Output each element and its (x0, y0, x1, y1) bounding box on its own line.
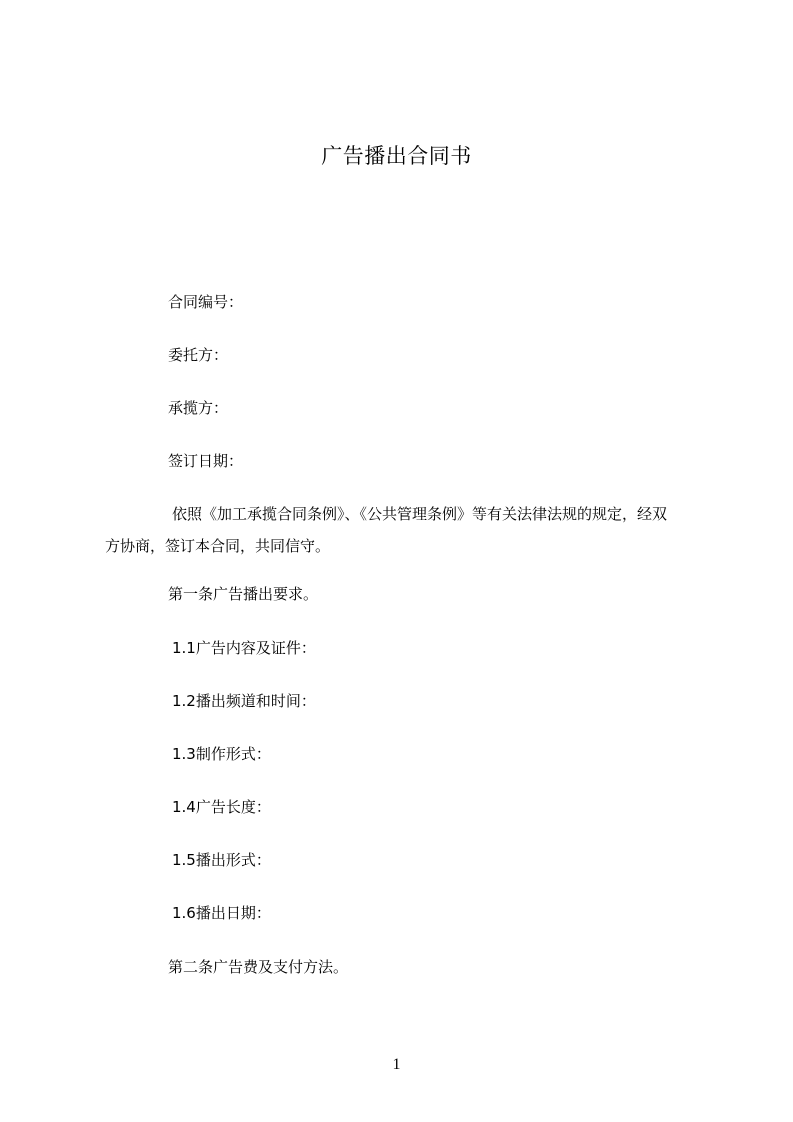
article-1-item: 1.1广告内容及证件： (172, 639, 316, 657)
client-label: 委托方： (168, 346, 229, 364)
sign-date-label: 签订日期： (168, 452, 244, 470)
intro-line-1: 依照《加工承揽合同条例》、《公共管理条例》等有关法律法规的规定，经双 (172, 505, 668, 523)
intro-line-2: 方协商，签订本合同，共同信守。 (105, 537, 331, 555)
article-1-item: 1.4广告长度： (172, 798, 271, 816)
page-number: 1 (392, 1056, 401, 1073)
contractor-label: 承揽方： (168, 399, 229, 417)
article-2-heading: 第二条广告费及支付方法。 (168, 958, 349, 976)
article-1-item: 1.3制作形式： (172, 745, 271, 763)
contract-number-label: 合同编号： (168, 293, 244, 311)
article-1-heading: 第一条广告播出要求。 (168, 585, 319, 603)
article-1-item: 1.5播出形式： (172, 851, 271, 869)
document-title: 广告播出合同书 (321, 144, 472, 168)
article-1-item: 1.2播出频道和时间： (172, 692, 316, 710)
intro-paragraph (105, 498, 705, 562)
article-1-item: 1.6播出日期： (172, 904, 271, 922)
